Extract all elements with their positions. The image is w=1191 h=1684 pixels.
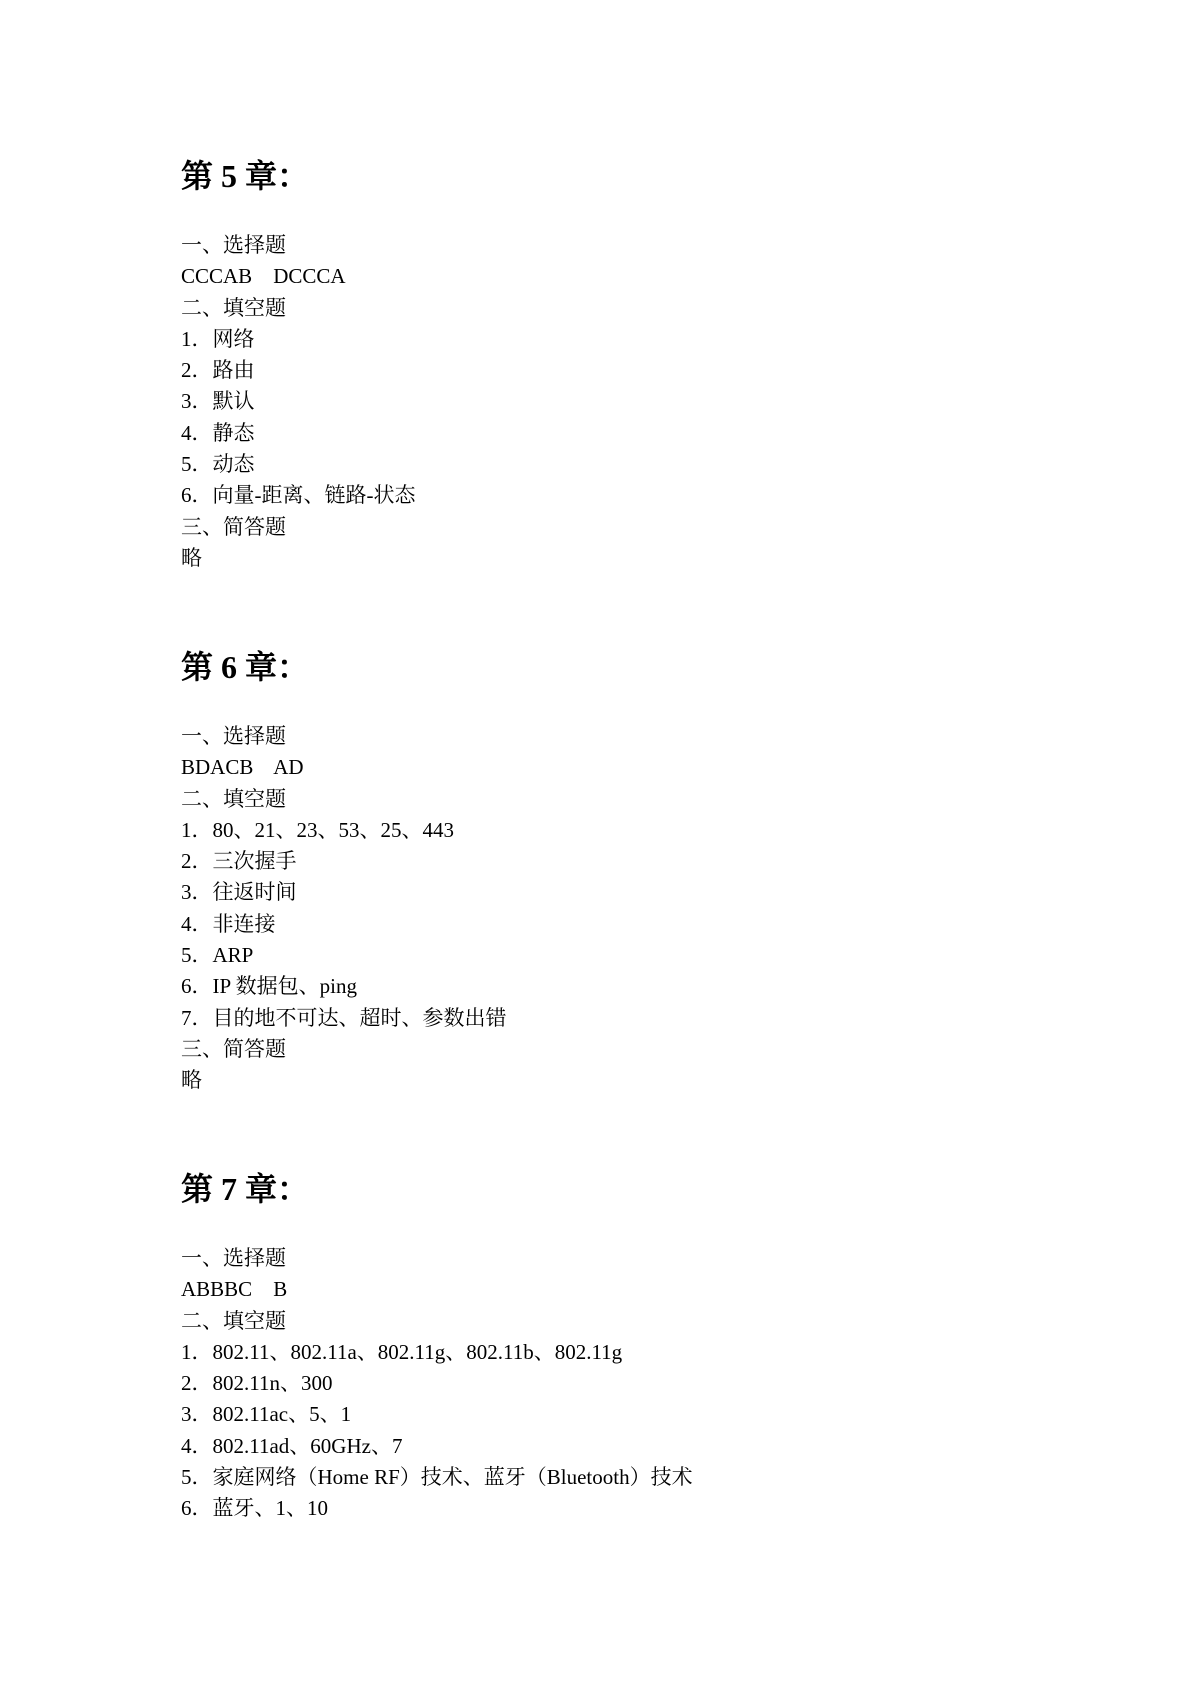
section-heading-fill: 二、填空题 [181,786,286,811]
section-heading-fill: 二、填空题 [181,1308,286,1333]
short-answer: 略 [181,1068,202,1093]
chapter-body [181,1243,1041,1525]
fill-answer: 1．网络 [181,326,255,351]
fill-answer: 6．蓝牙、1、10 [181,1496,328,1521]
section-heading-short: 三、简答题 [181,1036,286,1061]
chapter-title: 第 6 章： [181,649,310,685]
chapter-title: 第 5 章： [181,158,310,194]
section-heading-choice: 一、选择题 [181,724,286,748]
fill-answer: 4．静态 [181,420,255,445]
section-heading-choice: 一、选择题 [181,233,286,257]
section-heading-choice: 一、选择题 [181,1246,286,1270]
fill-answer: 5．动态 [181,452,255,477]
chapter-7-section [181,1169,1041,1525]
fill-answer: 2．路由 [181,358,255,383]
chapter-5-section [181,156,1041,574]
fill-answer: 5．ARP [181,943,254,968]
chapter-title: 第 7 章： [181,1171,310,1207]
choice-answers: ABBBC B [181,1277,288,1302]
fill-answer: 4．802.11ad、60GHz、7 [181,1433,403,1458]
choice-answers: CCCAB DCCCA [181,264,346,289]
chapter-body [181,230,1041,574]
short-answer: 略 [181,545,202,570]
fill-answer: 4．非连接 [181,911,276,936]
choice-answers: BDACB AD [181,755,304,780]
fill-answer: 3．802.11ac、5、1 [181,1402,352,1427]
fill-answer: 1．802.11、802.11a、802.11g、802.11b、802.11g [181,1339,623,1364]
fill-answer: 3．往返时间 [181,880,297,905]
fill-answer: 7．目的地不可达、超时、参数出错 [181,1005,507,1030]
chapter-6-section [181,647,1041,1097]
fill-answer: 6．向量-距离、链路-状态 [181,483,416,508]
fill-answer: 2．三次握手 [181,849,297,874]
fill-answer: 6．IP 数据包、ping [181,974,357,999]
section-heading-short: 三、简答题 [181,514,286,539]
section-heading-fill: 二、填空题 [181,295,286,320]
fill-answer: 3．默认 [181,389,255,414]
fill-answer: 5．家庭网络（Home RF）技术、蓝牙（Bluetooth）技术 [181,1465,693,1490]
fill-answer: 1．80、21、23、53、25、443 [181,817,454,842]
chapter-body [181,721,1041,1097]
fill-answer: 2．802.11n、300 [181,1371,333,1396]
